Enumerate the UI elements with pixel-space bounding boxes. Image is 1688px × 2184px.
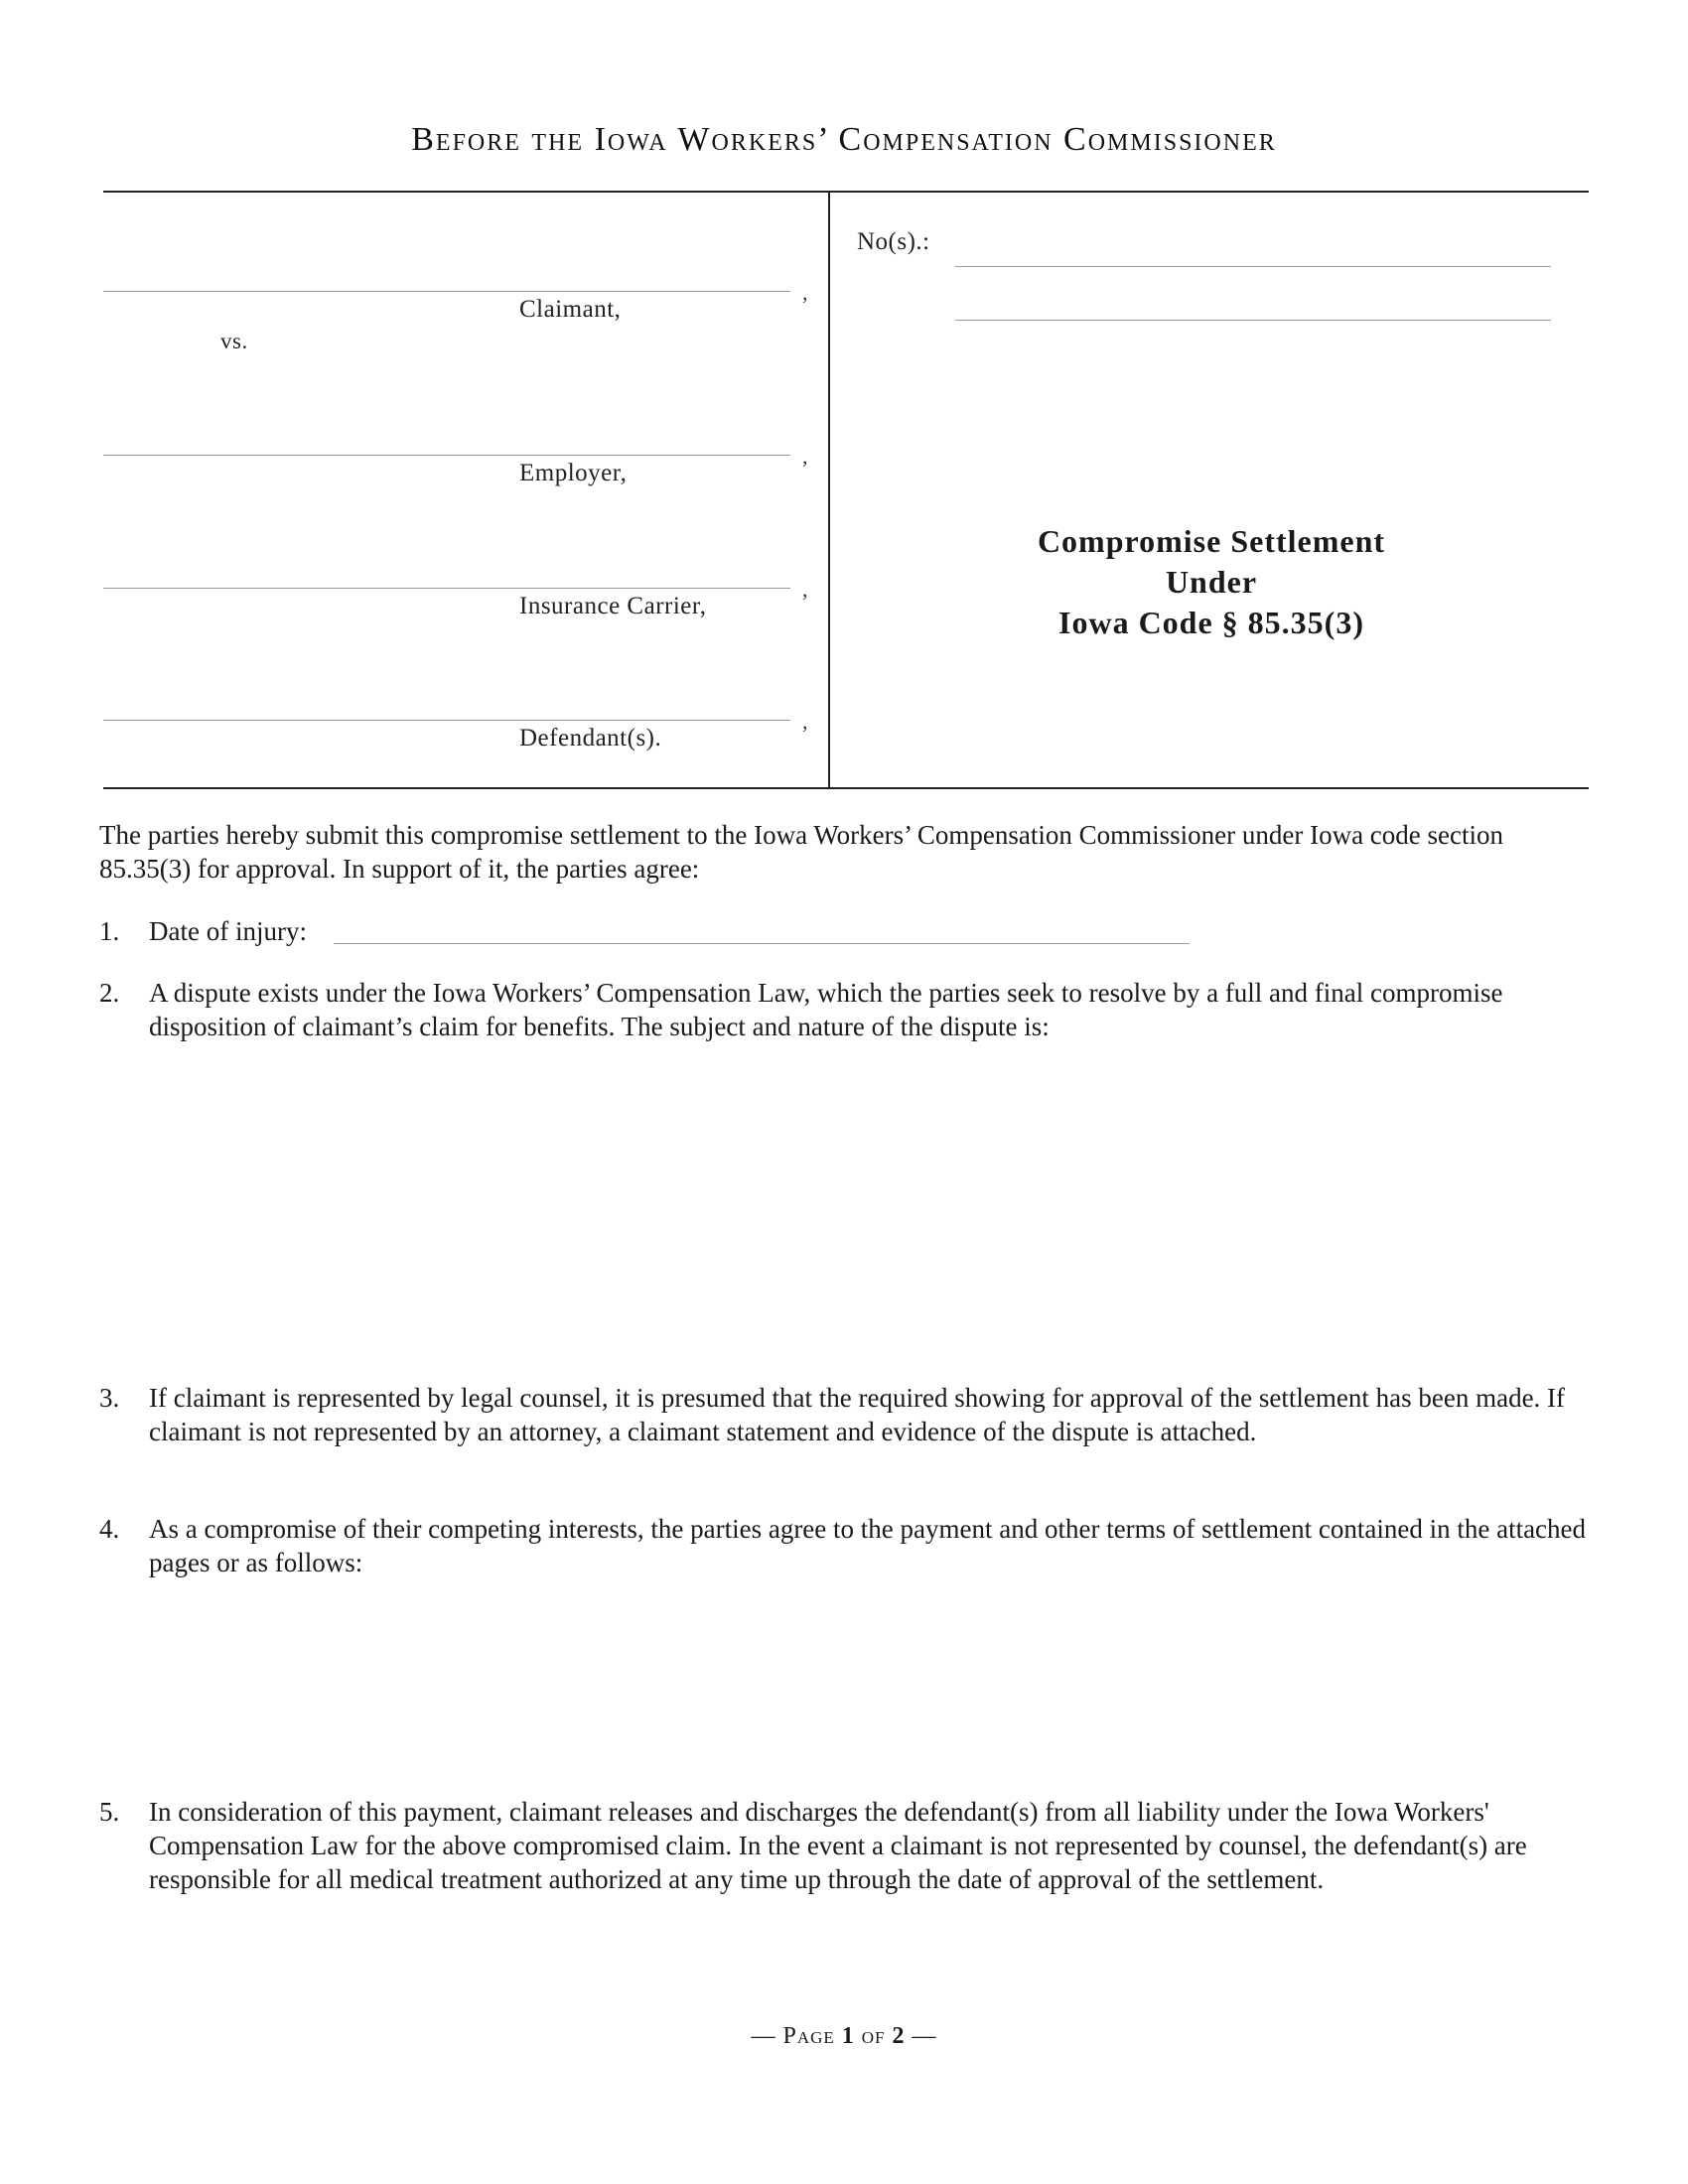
item-text: If claimant is represented by legal counsel, it is presumed that the required showing for approval of the settlement has been made. If claimant is not represented by an attorney, a claimant statement and evidence of the dispute is attached. <box>149 1383 1566 1446</box>
employer-name-line <box>103 455 790 456</box>
defendants-label: Defendant(s). <box>519 725 662 751</box>
insurance-carrier-name-line <box>103 588 790 589</box>
list-item <box>99 1512 1589 1591</box>
item-text: A dispute exists under the Iowa Workers’ Compensation Law, which the parties seek to resolve by a full and final compromise disposition of claimant’s claim for benefits. The subject and nature of the dispute is: <box>149 978 1503 1041</box>
caption-title-line-1: Compromise Settlement <box>1037 523 1386 559</box>
footer-page-current: 1 <box>841 2023 855 2049</box>
item-number: 1. <box>99 916 120 946</box>
footer-dash-left: — <box>751 2023 776 2049</box>
list-item <box>99 1381 1589 1490</box>
item-text: As a compromise of their competing interests, the parties agree to the payment and other terms of settlement contained in the attached pages or as follows: <box>149 1514 1587 1577</box>
item-number: 2. <box>99 978 120 1008</box>
claimant-comma: , <box>802 280 808 305</box>
form-title: Before the Iowa Workers’ Compensation Commissioner <box>411 121 1277 158</box>
item-number: 4. <box>99 1514 120 1544</box>
document-caption-title <box>1003 521 1420 643</box>
item-number: 5. <box>99 1797 120 1827</box>
date-of-injury-line <box>334 943 1190 944</box>
insurance-carrier-label: Insurance Carrier, <box>519 593 707 619</box>
insurance-carrier-comma: , <box>802 577 808 602</box>
page-footer <box>0 2023 1688 2050</box>
item-text: In consideration of this payment, claimant releases and discharges the defendant(s) from all liability under the Iowa Workers' Compensation Law for the above compromised claim. In the event a claimant is not represented by counsel, the defendant(s) are responsible for all medical treatment authorized at any time up through the date of approval of the settlement. <box>149 1797 1527 1894</box>
footer-page-word: Page <box>782 2023 835 2049</box>
item-number: 3. <box>99 1383 120 1413</box>
item-text: Date of injury: <box>149 916 307 946</box>
footer-dash-right: — <box>912 2023 937 2049</box>
case-number-line-2 <box>955 320 1551 321</box>
vs-label: vs. <box>220 329 248 353</box>
claimant-name-line <box>103 291 790 292</box>
case-number-line-1 <box>955 266 1551 267</box>
footer-of-word: of <box>861 2023 886 2049</box>
employer-label: Employer, <box>519 460 628 486</box>
defendants-name-line <box>103 720 790 721</box>
caption-top-rule <box>103 191 1589 193</box>
defendants-comma: , <box>802 709 808 734</box>
list-item <box>99 976 1589 1055</box>
footer-page-total: 2 <box>892 2023 906 2049</box>
list-item <box>99 914 1589 954</box>
intro-paragraph: The parties hereby submit this compromise settlement to the Iowa Workers’ Compensation Commissioner under Iowa code section 85.35(3) for approval. In support of it, the parties agree: <box>99 820 1504 884</box>
employer-comma: , <box>802 444 808 469</box>
caption-bottom-rule <box>103 787 1589 789</box>
list-item <box>99 1795 1589 1934</box>
caption-title-line-2: Under <box>1165 564 1258 600</box>
caption-title-line-3: Iowa Code § 85.35(3) <box>1058 605 1364 640</box>
claimant-label: Claimant, <box>519 296 622 323</box>
caption-divider <box>828 192 830 787</box>
case-numbers-label: No(s).: <box>857 228 930 255</box>
